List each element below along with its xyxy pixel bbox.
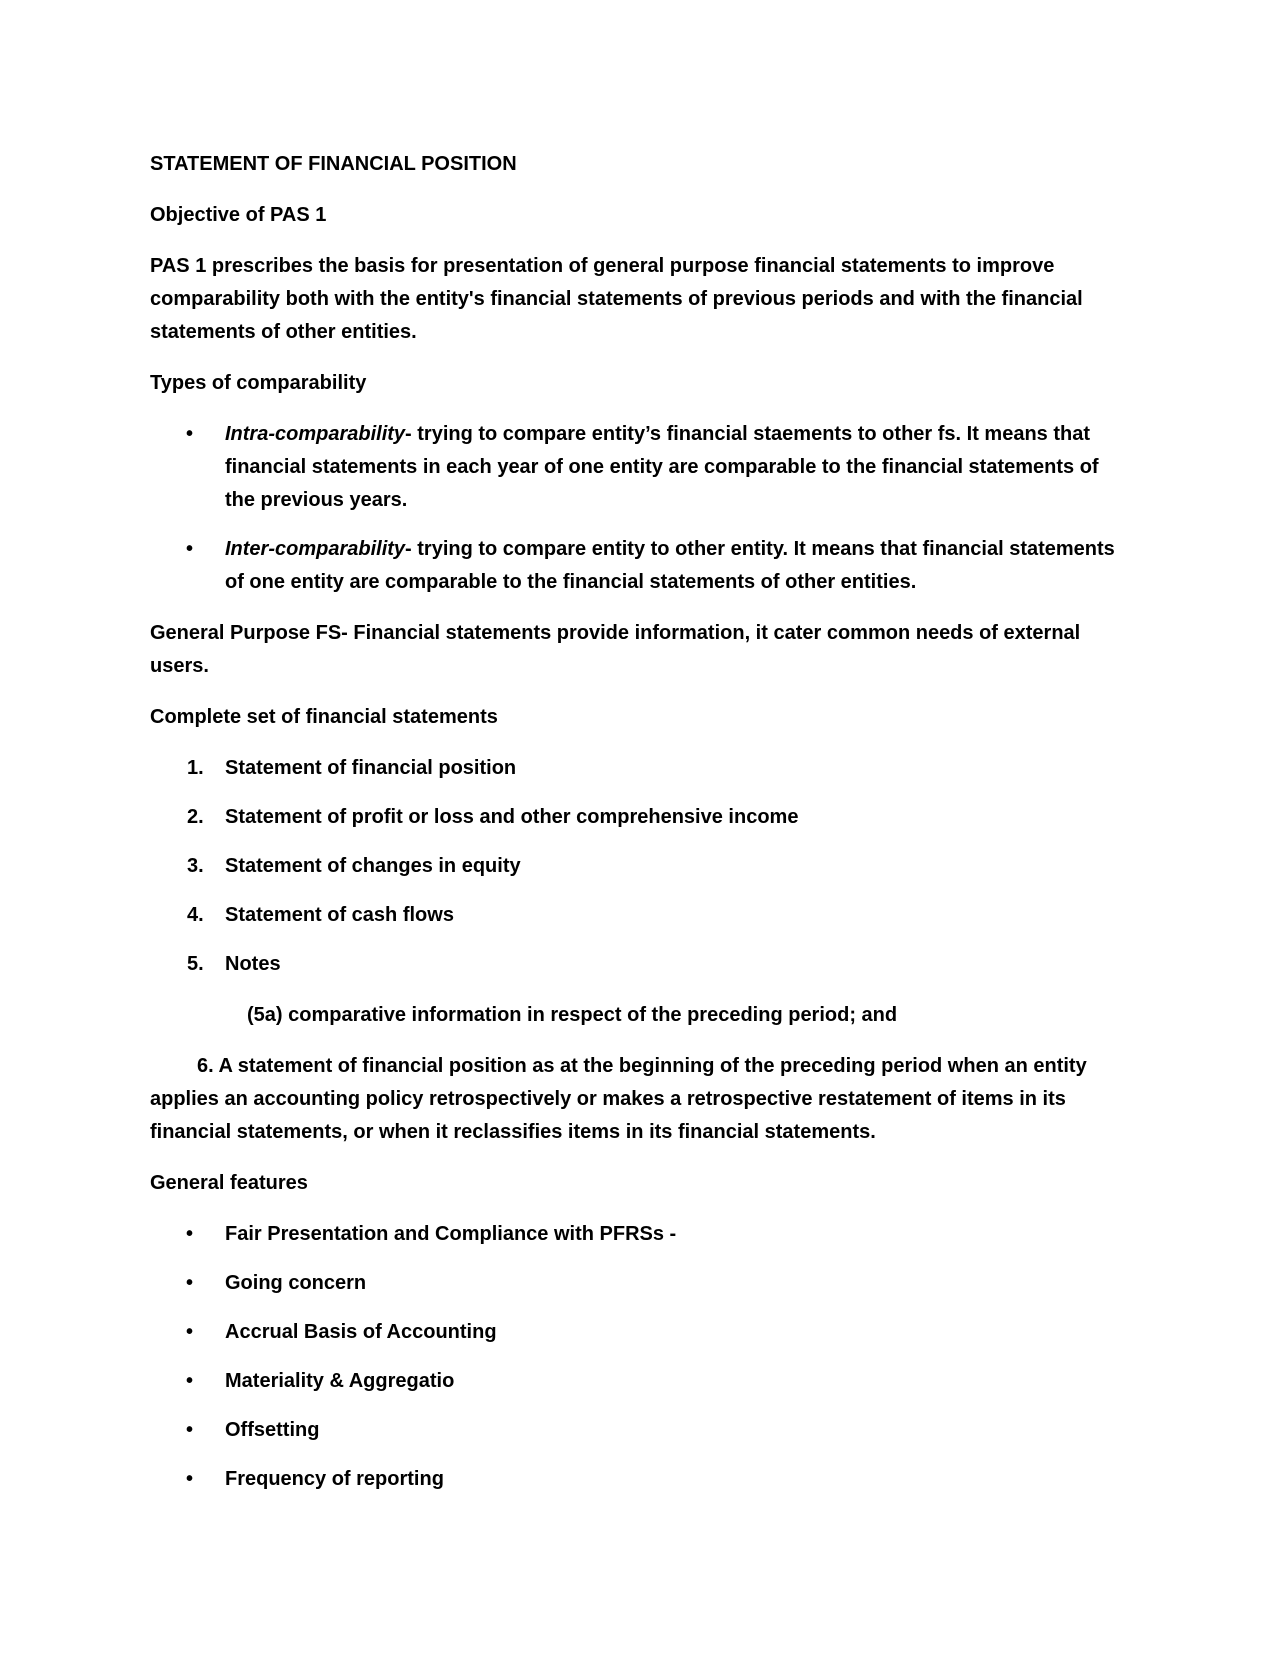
list-number: 2. (187, 806, 204, 828)
feature-label: Accrual Basis of Accounting (225, 1321, 497, 1343)
list-item (150, 1414, 1120, 1447)
feature-label: Materiality & Aggregatio (225, 1370, 455, 1392)
type-text: - trying to compare entity’s financial staements to other fs. It means that financial statements in each year of one entity are comparable to the financial statements of the previous years. (225, 423, 1099, 511)
list-label: Statement of profit or loss and other comprehensive income (225, 806, 799, 828)
general-purpose-paragraph: General Purpose FS- Financial statements provide information, it cater common needs of external users. (150, 622, 1081, 677)
feature-label: Frequency of reporting (225, 1468, 444, 1490)
document-title: STATEMENT OF FINANCIAL POSITION (150, 153, 517, 175)
types-list (150, 418, 1120, 599)
bullet-icon: • (186, 423, 194, 445)
list-item (150, 1365, 1120, 1398)
list-item (150, 418, 1120, 517)
type-term: Intra-comparability (225, 423, 406, 445)
list-item (150, 801, 1120, 834)
item-6-paragraph: 6. A statement of financial position as at the beginning of the preceding period when an entity applies an accounting policy retrospectively or makes a retrospective restatement of items in its financial statements, or when it reclassifies items in its financial statements. (150, 1055, 1087, 1143)
list-number: 4. (187, 904, 204, 926)
list-item (150, 850, 1120, 883)
list-label: Statement of financial position (225, 757, 517, 779)
complete-set-list (150, 752, 1120, 981)
list-item (150, 948, 1120, 981)
type-term: Inter-comparability (225, 538, 406, 560)
feature-label: Offsetting (225, 1419, 320, 1441)
bullet-icon: • (186, 1468, 194, 1490)
list-item (150, 1267, 1120, 1300)
general-features-list (150, 1218, 1120, 1496)
bullet-icon: • (186, 1272, 194, 1294)
list-item (150, 533, 1120, 599)
list-item (150, 1463, 1120, 1496)
list-label: Statement of changes in equity (225, 855, 521, 877)
document-page (150, 148, 1120, 1514)
feature-label: Fair Presentation and Compliance with PFRSs - (225, 1223, 677, 1245)
bullet-icon: • (186, 1370, 194, 1392)
bullet-icon: • (186, 538, 194, 560)
objective-paragraph: PAS 1 prescribes the basis for presentation of general purpose financial statements to improve comparability both with the entity's financial statements of previous periods and with the financial statements of other entities. (150, 255, 1083, 343)
list-item (150, 1316, 1120, 1349)
list-number: 5. (187, 953, 204, 975)
list-item (150, 752, 1120, 785)
complete-set-heading: Complete set of financial statements (150, 706, 498, 728)
types-heading: Types of comparability (150, 372, 367, 394)
bullet-icon: • (186, 1321, 194, 1343)
list-item (150, 1218, 1120, 1251)
bullet-icon: • (186, 1223, 194, 1245)
bullet-icon: • (186, 1419, 194, 1441)
list-number: 1. (187, 757, 204, 779)
type-text: - trying to compare entity to other entity. It means that financial statements of one entity are comparable to the financial statements of other entities. (225, 538, 1115, 593)
list-item (150, 899, 1120, 932)
general-features-heading: General features (150, 1172, 308, 1194)
list-label: Notes (225, 953, 281, 975)
sub-item-5a: (5a) comparative information in respect of the preceding period; and (247, 1004, 898, 1026)
list-number: 3. (187, 855, 204, 877)
feature-label: Going concern (225, 1272, 367, 1294)
objective-heading: Objective of PAS 1 (150, 204, 327, 226)
list-label: Statement of cash flows (225, 904, 454, 926)
